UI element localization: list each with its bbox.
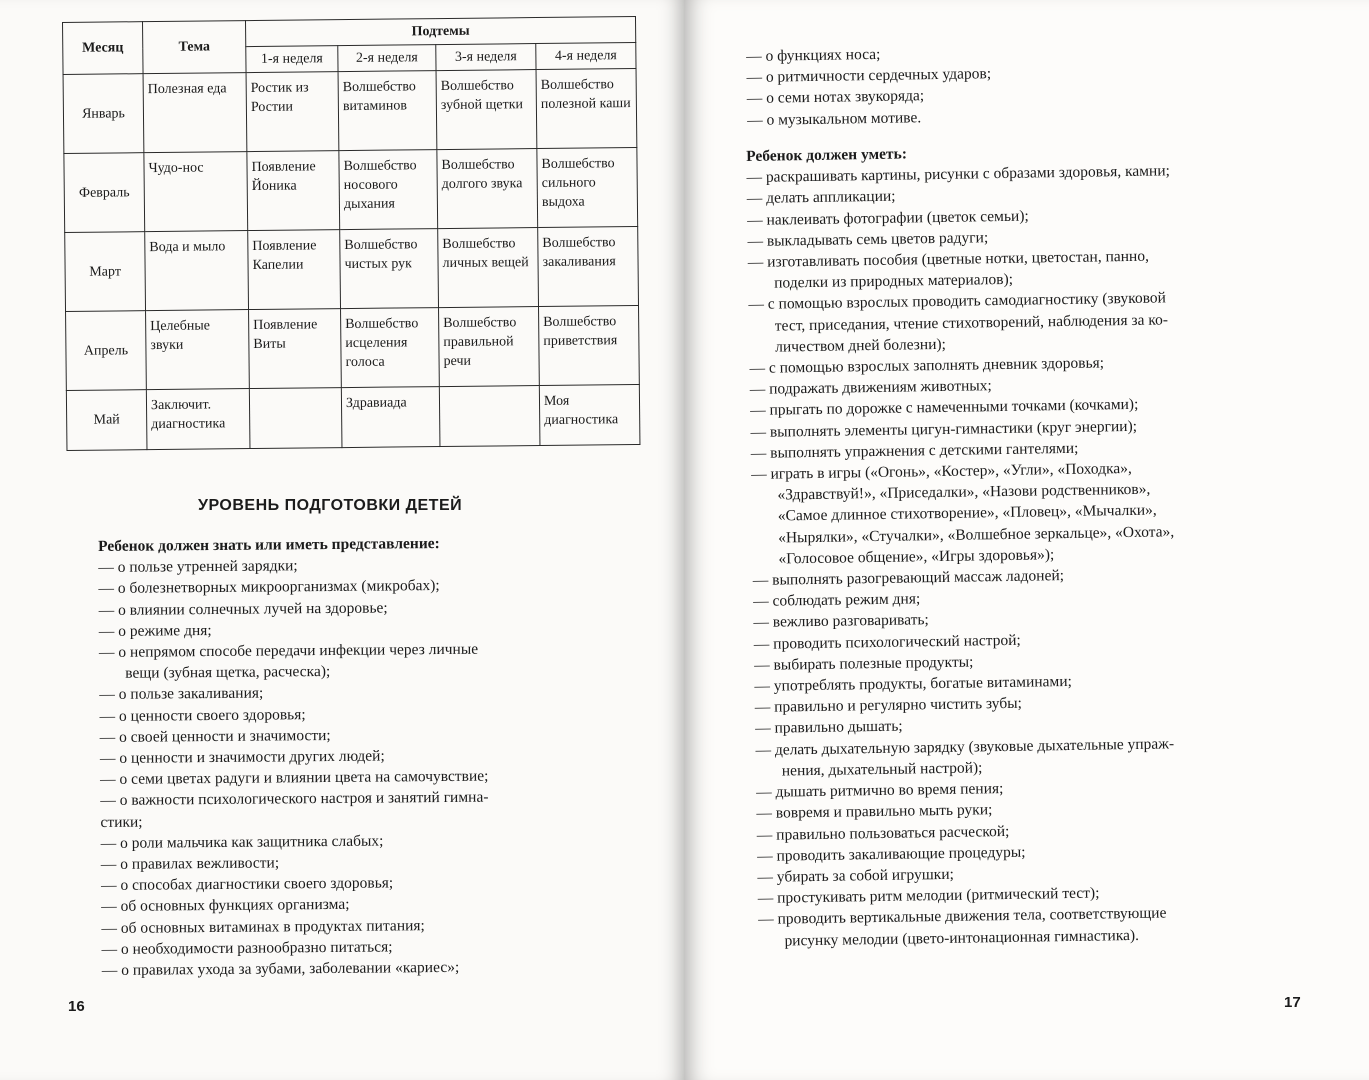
row-month: Май bbox=[66, 390, 147, 451]
list-item: — соблюдать режим дня; bbox=[753, 590, 921, 611]
list-item: — о пользе закаливания; bbox=[99, 684, 264, 704]
knowledge-list bbox=[98, 531, 652, 981]
list-item: — о функциях носа; bbox=[746, 45, 881, 65]
table-row bbox=[63, 68, 637, 153]
row-topic: Заключит. диагностика bbox=[146, 389, 250, 450]
list-item: — о ценности своего здоровья; bbox=[99, 705, 306, 725]
header-week-1: 1-я неделя bbox=[246, 46, 338, 73]
row-week-1 bbox=[249, 388, 342, 449]
list-item: — выполнять упражнения с детскими гантелями; bbox=[750, 439, 1079, 462]
row-week-2: Волшебство носового дыхания bbox=[339, 150, 438, 230]
list-item: — о правилах вежливости; bbox=[100, 854, 280, 874]
list-item: — убирать за собой игрушки; bbox=[757, 865, 954, 886]
row-week-3 bbox=[439, 386, 540, 447]
list-item: — прыгать по дорожке с намеченными точками (кочками); bbox=[750, 396, 1139, 420]
list-item: «Голосовое общение», «Игры здоровья»); bbox=[778, 546, 1055, 568]
list-item: — о болезнетворных микроорганизмах (микробах); bbox=[98, 577, 440, 598]
list-item: — употреблять продукты, богатые витаминами; bbox=[754, 673, 1073, 696]
table-row bbox=[64, 147, 638, 232]
list-item: стики; bbox=[100, 813, 143, 831]
row-week-2: Здравиада bbox=[341, 387, 440, 448]
row-topic: Чудо-нос bbox=[144, 152, 248, 232]
list-item: — наклеивать фотографии (цветок семьи); bbox=[747, 207, 1029, 229]
list-item: — о влиянии солнечных лучей на здоровье; bbox=[98, 599, 388, 619]
list-item: «Нырялки», «Стучалки», «Волшебное зеркальце», «Охота», bbox=[778, 522, 1175, 547]
list-item: Ребенок должен знать или иметь представление: bbox=[98, 535, 440, 555]
list-item: — проводить вертикальные движения тела, соответствующие bbox=[758, 904, 1167, 929]
list-item: — делать дыхательную зарядку (звуковые дыхательные упраж- bbox=[755, 735, 1175, 759]
header-month: Месяц bbox=[63, 22, 144, 75]
list-item: — выполнять элементы цигун-гимнастики (круг энергии); bbox=[750, 417, 1138, 441]
list-item: — правильно пользоваться расческой; bbox=[756, 822, 1010, 844]
row-week-4: Волшебство приветствия bbox=[539, 305, 640, 385]
list-item: — о режиме дня; bbox=[98, 621, 212, 640]
list-item: — правильно и регулярно чистить зубы; bbox=[754, 695, 1023, 717]
list-item: «Здравствуй!», «Приседалки», «Назови родственников», bbox=[777, 480, 1151, 504]
list-item: — о ритмичности сердечных ударов; bbox=[746, 65, 992, 87]
row-week-1: Появление Йоника bbox=[247, 151, 340, 231]
row-month: Февраль bbox=[64, 153, 145, 233]
list-item: — о музыкальном мотиве. bbox=[747, 108, 922, 129]
page-number-right: 17 bbox=[1284, 994, 1301, 1011]
list-item: «Самое длинное стихотворение», «Пловец», «Мычалки», bbox=[777, 502, 1157, 525]
skills-list bbox=[746, 137, 1359, 952]
page-number-left: 16 bbox=[68, 998, 85, 1015]
table-row bbox=[66, 305, 640, 390]
row-week-2: Волшебство витаминов bbox=[338, 71, 437, 151]
list-item: — делать аппликации; bbox=[746, 188, 896, 208]
topics-table bbox=[62, 16, 640, 451]
list-item: — о способах диагностики своего здоровья; bbox=[100, 874, 394, 895]
list-item: — проводить закаливающие процедуры; bbox=[757, 843, 1026, 865]
list-item: — играть в игры («Огонь», «Костер», «Угли», «Походка», bbox=[751, 460, 1132, 484]
row-week-1: Появление Капелии bbox=[248, 230, 341, 310]
list-item: — о необходимости разнообразно питаться; bbox=[101, 938, 393, 958]
list-item: — дышать ритмично во время пения; bbox=[756, 780, 1004, 802]
list-item: — о своей ценности и значимости; bbox=[99, 726, 331, 746]
row-topic: Полезная еда bbox=[143, 73, 247, 153]
list-item: — с помощью взрослых проводить самодиагностику (звуковой bbox=[748, 289, 1167, 314]
row-week-3: Волшебство долгого звука bbox=[437, 149, 538, 229]
list-item: — вежливо разговаривать; bbox=[753, 611, 929, 632]
row-week-2: Волшебство исцеления голоса bbox=[341, 308, 440, 388]
row-week-4: Волшебство сильного выдоха bbox=[537, 147, 638, 227]
list-item: — выполнять разогревающий массаж ладоней; bbox=[752, 567, 1065, 590]
list-item: — выбирать полезные продукты; bbox=[754, 653, 974, 674]
row-month: Март bbox=[65, 232, 146, 312]
list-item: — о правилах ухода за зубами, заболевании «кариес»; bbox=[101, 958, 460, 980]
header-week-2: 2-я неделя bbox=[338, 45, 436, 72]
list-item: — о важности психологического настроя и занятий гимна- bbox=[100, 789, 489, 810]
header-week-3: 3-я неделя bbox=[436, 44, 536, 71]
list-item: — об основных витаминах в продуктах питания; bbox=[101, 916, 425, 937]
row-week-3: Волшебство правильной речи bbox=[439, 307, 540, 387]
list-item: — о непрямом способе передачи инфекции через личные bbox=[98, 640, 479, 662]
row-week-4: Моя диагностика bbox=[539, 384, 640, 445]
list-item: — раскрашивать картины, рисунки с образами здоровья, камни; bbox=[746, 162, 1171, 187]
list-item: поделки из природных материалов); bbox=[774, 271, 1014, 292]
list-item: личеством дней болезни); bbox=[775, 335, 947, 356]
list-item: — простукивать ритм мелодии (ритмический тест); bbox=[757, 884, 1100, 908]
list-item: нения, дыхательный настрой); bbox=[781, 759, 983, 780]
row-topic: Целебные звуки bbox=[146, 310, 250, 390]
list-item: — о роли мальчика как защитника слабых; bbox=[100, 832, 384, 852]
left-page bbox=[0, 0, 684, 1080]
row-week-3: Волшебство зубной щетки bbox=[436, 70, 537, 150]
list-item: — выкладывать семь цветов радуги; bbox=[747, 229, 989, 250]
list-item: рисунку мелодии (цвето-интонационная гимнастика). bbox=[784, 926, 1140, 950]
header-week-4: 4-я неделя bbox=[536, 42, 636, 69]
row-month: Январь bbox=[63, 74, 144, 154]
list-item: — правильно дышать; bbox=[755, 718, 903, 738]
list-item: тест, приседания, чтение стихотворений, наблюдения за ко- bbox=[774, 311, 1169, 335]
list-item: — изготавливать пособия (цветные нотки, цветостан, панно, bbox=[747, 247, 1150, 272]
list-item: — о семи нотах звукоряда; bbox=[746, 87, 925, 108]
list-item: — о пользе утренней зарядки; bbox=[98, 557, 298, 577]
list-item: — подражать движениям животных; bbox=[749, 377, 992, 399]
list-item: Ребенок должен уметь: bbox=[746, 145, 908, 165]
list-item: — с помощью взрослых заполнять дневник здоровья; bbox=[749, 354, 1105, 378]
row-week-2: Волшебство чистых рук bbox=[340, 229, 439, 309]
list-item: — вовремя и правильно мыть руки; bbox=[756, 801, 993, 823]
section-heading: УРОВЕНЬ ПОДГОТОВКИ ДЕТЕЙ bbox=[198, 497, 463, 514]
row-week-1: Ростик из Ростии bbox=[246, 72, 339, 152]
list-item: — о ценности и значимости других людей; bbox=[99, 747, 385, 768]
list-item: вещи (зубная щетка, расческа); bbox=[125, 663, 331, 682]
row-week-4: Волшебство закаливания bbox=[538, 226, 639, 306]
header-topic: Тема bbox=[143, 21, 247, 74]
list-item: — об основных функциях организма; bbox=[101, 896, 350, 916]
knowledge-list-continued bbox=[746, 37, 1347, 131]
list-item: — проводить психологический настрой; bbox=[753, 631, 1021, 653]
row-topic: Вода и мыло bbox=[145, 231, 249, 311]
table-row bbox=[65, 226, 639, 311]
row-week-3: Волшебство личных вещей bbox=[438, 228, 539, 308]
list-item: — о семи цветах радуги и влиянии цвета на самочувствие; bbox=[100, 767, 489, 789]
row-week-1: Появление Виты bbox=[249, 309, 342, 389]
header-subtopics: Подтемы bbox=[245, 16, 635, 46]
row-month: Апрель bbox=[66, 311, 147, 391]
table-row bbox=[66, 384, 640, 450]
row-week-4: Волшебство полезной каши bbox=[536, 68, 637, 148]
